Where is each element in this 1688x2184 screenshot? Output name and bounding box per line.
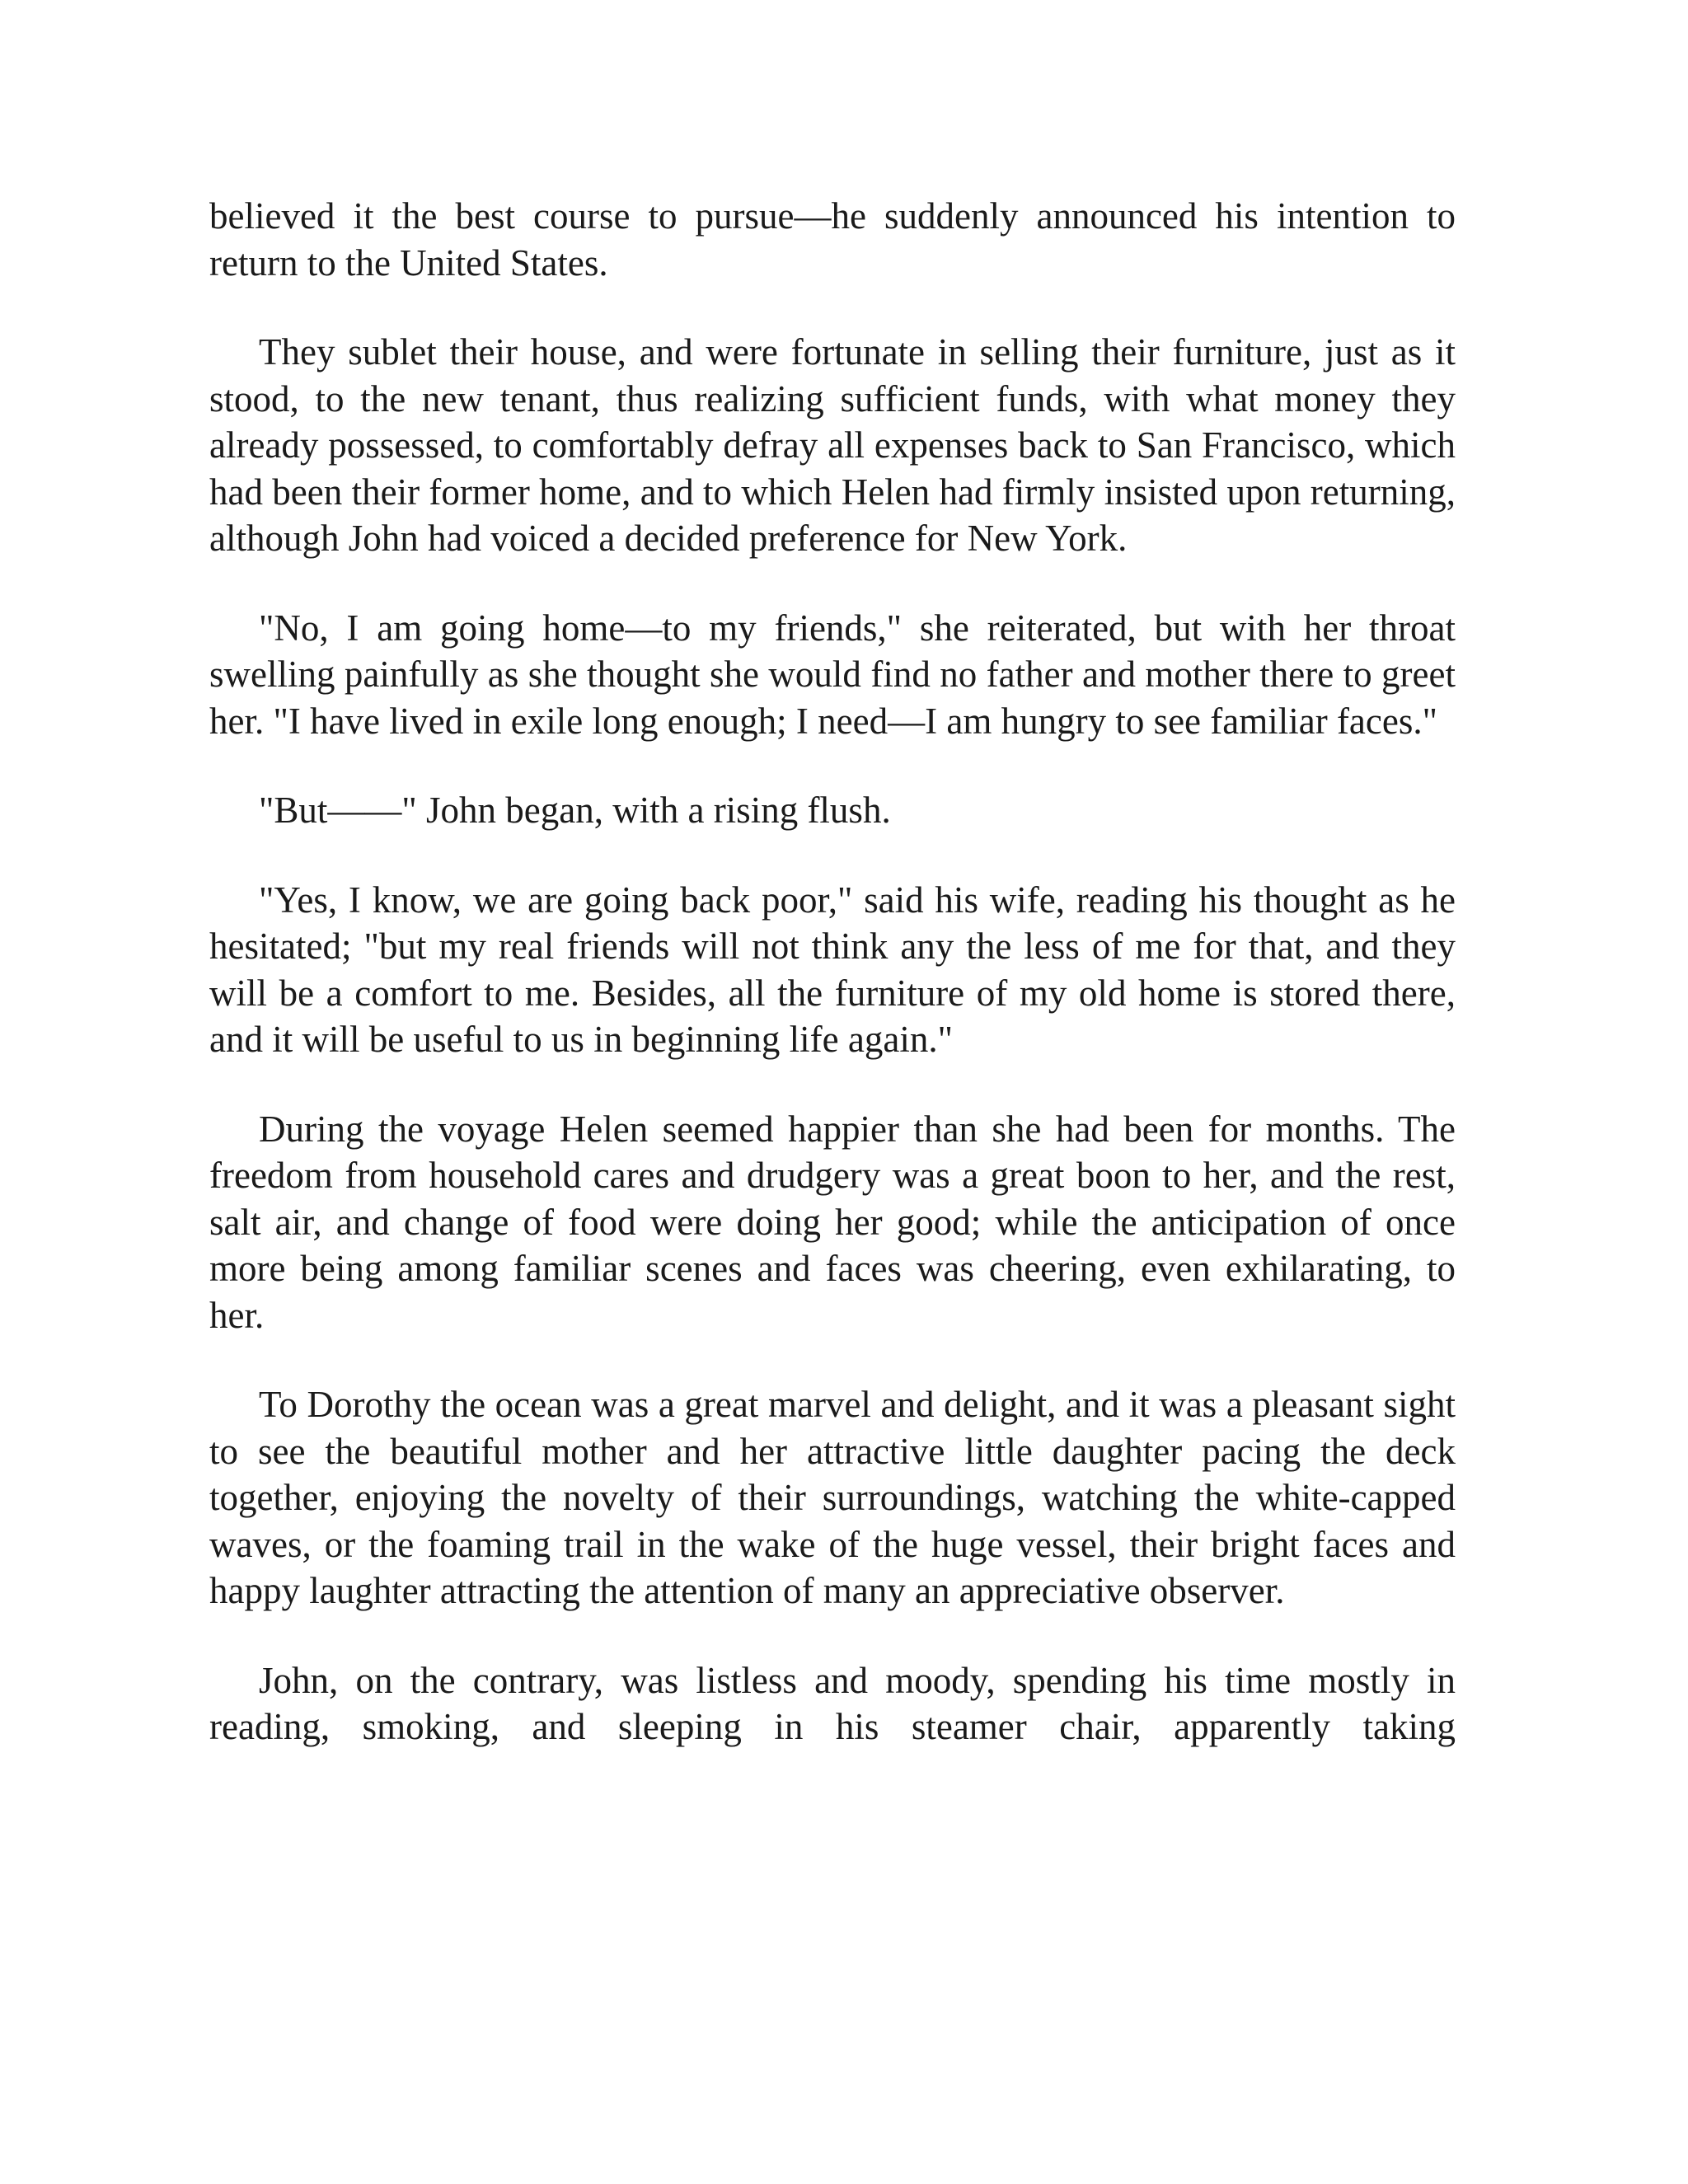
paragraph: "But——" John began, with a rising flush. [259,790,891,831]
paragraph: "No, I am going home—to my friends," she reiterated, but with her throat swelling painfully as she thought she would find no father and mother there to greet her. "I have lived in exile long enough; I need—I am hungry to see familiar faces." [209,607,1456,742]
page-body [209,193,1456,1750]
paragraph: believed it the best course to pursue—he suddenly announced his intention to return to the United States. [209,195,1456,284]
paragraph: They sublet their house, and were fortunate in selling their furniture, just as it stood, to the new tenant, thus realizing sufficient funds, with what money they already possessed, to comfortably defray all expenses back to San Francisco, which had been their former home, and to which Helen had firmly insisted upon returning, although John had voiced a decided preference for New York. [209,331,1456,559]
paragraph: "Yes, I know, we are going back poor," said his wife, reading his thought as he hesitated; "but my real friends will not think any the less of me for that, and they will be a comfort to me. Besides, all the furniture of my old home is stored there, and it will be useful to us in beginning life again." [209,879,1456,1060]
paragraph: John, on the contrary, was listless and moody, spending his time mostly in reading, smoking, and sleeping in his steamer chair, apparently taking [209,1659,1456,1747]
paragraph: To Dorothy the ocean was a great marvel and delight, and it was a pleasant sight to see the beautiful mother and her attractive little daughter pacing the deck together, enjoying the novelty of their surroundings, watching the white-capped waves, or the foaming trail in the wake of the huge vessel, their bright faces and happy laughter attracting the attention of many an appreciative observer. [209,1384,1456,1611]
paragraph: During the voyage Helen seemed happier than she had been for months. The freedom from household cares and drudgery was a great boon to her, and the rest, salt air, and change of food were doing her good; while the anticipation of once more being among familiar scenes and faces was cheering, even exhilarating, to her. [209,1108,1456,1336]
